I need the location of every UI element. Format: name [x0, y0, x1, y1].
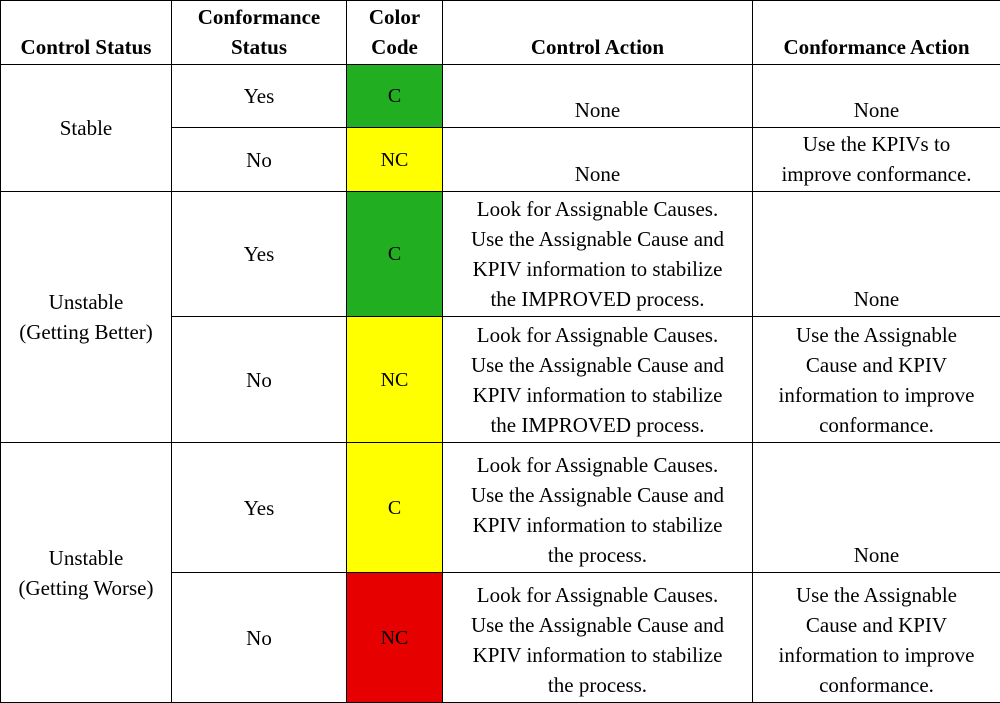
table-row	[1, 65, 1000, 128]
conformance-action-cell: Use the Assignable Cause and KPIV information to improve conformance.	[753, 317, 1000, 443]
header-control-status: Control Status	[1, 1, 172, 65]
conformance-status-cell: Yes	[172, 443, 347, 573]
table-row	[1, 192, 1000, 317]
color-code-cell: C	[347, 65, 443, 128]
control-action-cell: Look for Assignable Causes. Use the Assignable Cause and KPIV information to stabilize the process.	[443, 573, 753, 703]
control-action-cell: Look for Assignable Causes. Use the Assignable Cause and KPIV information to stabilize the IMPROVED process.	[443, 317, 753, 443]
conformance-status-cell: No	[172, 128, 347, 192]
header-control-action: Control Action	[443, 1, 753, 65]
conformance-status-cell: Yes	[172, 192, 347, 317]
control-action-cell: None	[443, 65, 753, 128]
color-code-cell: NC	[347, 317, 443, 443]
conformance-action-cell: None	[753, 65, 1000, 128]
table-row	[1, 443, 1000, 573]
conformance-status-cell: Yes	[172, 65, 347, 128]
conformance-action-cell: None	[753, 443, 1000, 573]
conformance-status-cell: No	[172, 573, 347, 703]
header-color-code: Color Code	[347, 1, 443, 65]
header-conformance-action: Conformance Action	[753, 1, 1000, 65]
conformance-action-cell: Use the KPIVs to improve conformance.	[753, 128, 1000, 192]
conformance-action-cell: Use the Assignable Cause and KPIV information to improve conformance.	[753, 573, 1000, 703]
control-action-cell: None	[443, 128, 753, 192]
control-status-cell: Unstable (Getting Worse)	[1, 443, 172, 703]
header-conformance-status: Conformance Status	[172, 1, 347, 65]
header-row	[1, 1, 1000, 65]
conformance-status-cell: No	[172, 317, 347, 443]
control-status-cell: Stable	[1, 65, 172, 192]
color-code-cell: C	[347, 443, 443, 573]
control-status-cell: Unstable (Getting Better)	[1, 192, 172, 443]
table-body	[1, 65, 1000, 703]
color-code-cell: NC	[347, 128, 443, 192]
color-code-cell: NC	[347, 573, 443, 703]
conformance-action-cell: None	[753, 192, 1000, 317]
color-code-cell: C	[347, 192, 443, 317]
control-action-cell: Look for Assignable Causes. Use the Assignable Cause and KPIV information to stabilize the IMPROVED process.	[443, 192, 753, 317]
control-action-cell: Look for Assignable Causes. Use the Assignable Cause and KPIV information to stabilize the process.	[443, 443, 753, 573]
